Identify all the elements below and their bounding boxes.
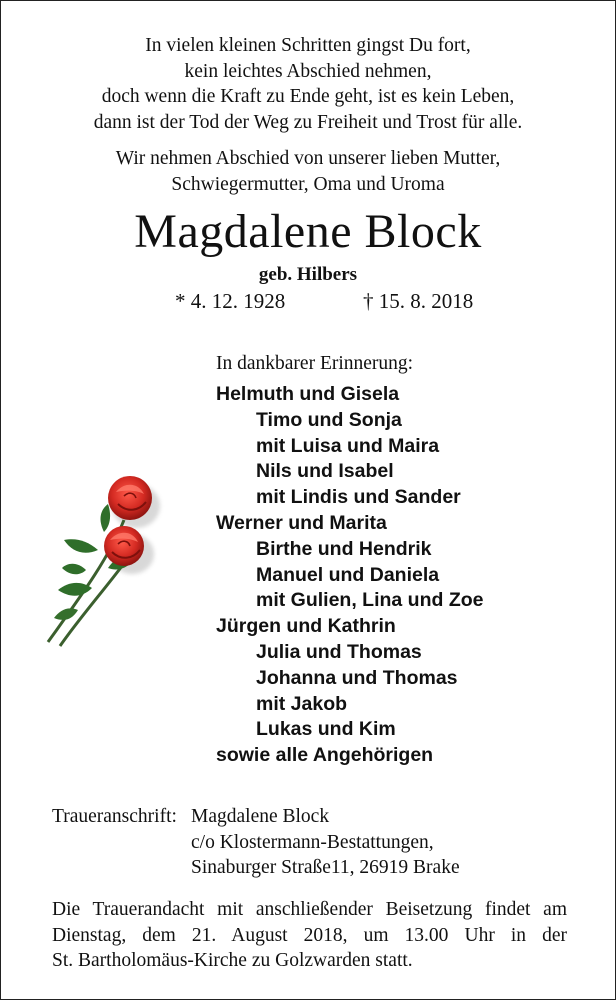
address-label: Traueranschrift: [52,806,177,827]
family-member: Manuel und Daniela [256,563,440,586]
funeral-line: Die Trauerandacht mit anschließender Beisetzung findet am [52,899,567,920]
funeral-notice [52,897,567,974]
family-member: Julia und Thomas [256,640,422,663]
family-member: Nils und Isabel [256,460,394,483]
family-member: Lukas und Kim [256,718,396,741]
birth-date: * 4. 12. 1928 [175,289,286,313]
funeral-line: St. Bartholomäus-Kirche zu Golzwarden statt. [52,950,413,971]
family-list [216,382,596,769]
family-member: Jürgen und Kathrin [216,615,396,638]
family-member: mit Jakob [256,692,348,715]
address-line: Magdalene Block [191,806,330,827]
funeral-line: Dienstag, dem 21. August 2018, um 13.00 Uhr in der [52,924,567,946]
rose-bloom-top [108,476,152,520]
rose-illustration-icon [38,470,168,650]
poem-line: In vielen kleinen Schritten gingst Du fort, [145,35,471,56]
family-member: mit Lindis und Sander [256,486,461,509]
poem-line: doch wenn die Kraft zu Ende geht, ist es kein Leben, [101,86,515,107]
address-line: Sinaburger Straße11, 26919 Brake [191,857,460,878]
family-member: Timo und Sonja [256,408,402,431]
intro-line: Wir nehmen Abschied von unserer lieben Mutter, [115,148,501,169]
memory-heading: In dankbarer Erinnerung: [216,353,414,374]
poem [0,33,616,135]
rose-bloom-bottom [104,526,144,566]
family-member: sowie alle Angehörigen [216,744,434,767]
family-member: mit Gulien, Lina und Zoe [256,589,484,612]
family-member: Johanna und Thomas [256,666,458,689]
poem-line: dann ist der Tod der Weg zu Freiheit und Trost für alle. [93,111,523,133]
family-member: Helmuth und Gisela [216,383,400,405]
intro-text [0,146,616,197]
maiden-name: geb. Hilbers [258,264,358,285]
address-line: c/o Klostermann-Bestattungen, [191,831,434,853]
intro-line: Schwiegermutter, Oma und Uroma [171,173,445,195]
death-date: † 15. 8. 2018 [363,289,474,313]
address-lines [191,804,460,881]
poem-line: kein leichtes Abschied nehmen, [184,60,432,82]
family-member: Werner und Marita [216,511,387,534]
family-member: mit Luisa und Maira [256,434,440,457]
family-member: Birthe und Hendrik [256,537,432,560]
deceased-name: Magdalene Block [134,205,482,258]
